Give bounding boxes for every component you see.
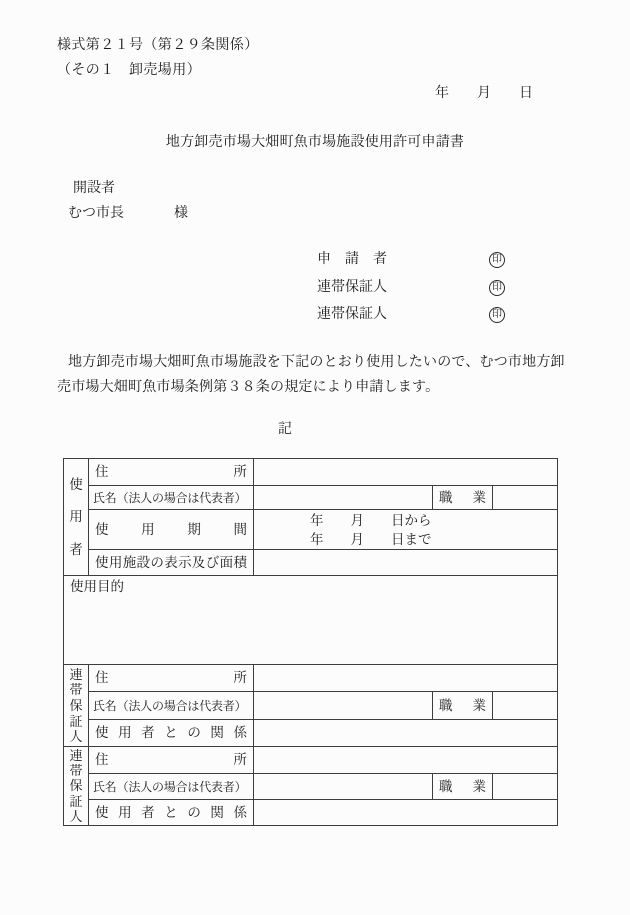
addressee-line [68, 207, 188, 221]
guarantor1-side-label: 連 帯 保 証 人 [69, 666, 83, 745]
seal-stamp-icon: 印 [489, 252, 505, 268]
addressee-role: 開設者 [73, 181, 115, 196]
user-facility-value-cell[interactable] [254, 550, 558, 576]
body-paragraph: 地方卸売市場大畑町魚市場施設を下記のとおり使用したいので、むつ市地方卸売市場大畑町魚市場条例第３８条の規定により申請します。 [57, 355, 565, 395]
addressee-honorific: 様 [174, 206, 188, 221]
guarantor1-occupation-label-cell: 職 業 [433, 692, 493, 720]
user-name-label-cell: 氏名（法人の場合は代表者） [89, 486, 254, 510]
guarantor1-signature-row[interactable] [317, 279, 505, 297]
user-facility-label-cell: 使 用 施 設 の 表 示 及 び 面 積 [89, 550, 254, 576]
seal-stamp-icon: 印 [489, 280, 505, 296]
period-to: 年 月 日まで [310, 531, 432, 547]
guarantor1-name-label-cell: 氏名（法人の場合は代表者） [89, 692, 254, 720]
guarantor1-relation-label-cell: 使 用 者 と の 関 係 [89, 720, 254, 747]
purpose-cell[interactable] [64, 576, 558, 665]
user-period-value-cell[interactable] [254, 510, 558, 550]
user-occupation-label-cell: 職 業 [433, 486, 493, 510]
addressee-name: むつ市長 [68, 206, 124, 221]
user-name-value-cell[interactable] [254, 486, 433, 510]
guarantor2-signature-row[interactable] [317, 306, 505, 324]
user-side-label: 使 用 者 [69, 476, 83, 557]
form-number: 様式第２１号（第２９条関係） [57, 38, 259, 53]
user-address-label-cell: 住 所 [89, 459, 254, 486]
guarantor2-occupation-value-cell[interactable] [493, 774, 558, 800]
applicant-label: 申 請 者 [317, 252, 387, 267]
user-period-label-cell: 使 用 期 間 [89, 510, 254, 550]
applicant-signature-row[interactable] [317, 251, 505, 269]
guarantor2-relation-label-cell: 使 用 者 と の 関 係 [89, 800, 254, 826]
seal-stamp-icon: 印 [489, 307, 505, 323]
guarantor2-name-value-cell[interactable] [254, 774, 433, 800]
guarantor1-address-label-cell: 住 所 [89, 665, 254, 692]
guarantor2-label: 連帯保証人 [317, 307, 387, 322]
guarantor2-name-label-cell: 氏名（法人の場合は代表者） [89, 774, 254, 800]
form-subtitle: （その１ 卸売場用） [57, 63, 201, 78]
user-address-value-cell[interactable] [254, 459, 558, 486]
guarantor1-occupation-value-cell[interactable] [493, 692, 558, 720]
purpose-label: 使用目的 [70, 579, 124, 594]
guarantor2-occupation-label-cell: 職 業 [433, 774, 493, 800]
user-side-label-cell [64, 459, 89, 576]
guarantor1-name-value-cell[interactable] [254, 692, 433, 720]
guarantor1-relation-value-cell[interactable] [254, 720, 558, 747]
period-from: 年 月 日から [310, 512, 432, 528]
date-field[interactable]: 年 月 日 [435, 86, 533, 101]
application-table [63, 458, 558, 826]
guarantor1-side-label-cell [64, 665, 89, 747]
guarantor2-side-label: 連 帯 保 証 人 [69, 748, 83, 824]
guarantor2-address-label-cell: 住 所 [89, 747, 254, 774]
guarantor2-relation-value-cell[interactable] [254, 800, 558, 826]
guarantor2-address-value-cell[interactable] [254, 747, 558, 774]
user-occupation-value-cell[interactable] [493, 486, 558, 510]
guarantor1-address-value-cell[interactable] [254, 665, 558, 692]
guarantor1-label: 連帯保証人 [317, 280, 387, 295]
guarantor2-side-label-cell [64, 747, 89, 826]
page-title: 地方卸売市場大畑町魚市場施設使用許可申請書 [165, 135, 465, 150]
record-heading: 記 [278, 422, 292, 437]
